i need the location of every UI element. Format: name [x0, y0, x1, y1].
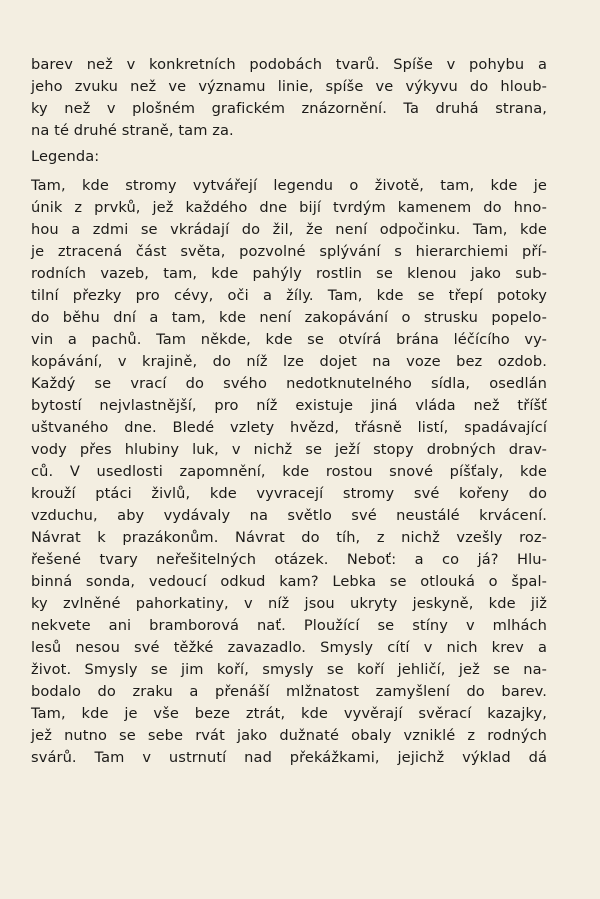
text-line: vody přes hlubiny luk, v nichž se ježí stopy drobných drav- [31, 441, 547, 458]
text-line: Návrat k prazákonům. Návrat do tíh, z nichž vzešly roz- [31, 529, 547, 546]
text-line: lesů nesou své těžké zavazadlo. Smysly cítí v nich krev a [31, 639, 547, 656]
intro-paragraph [31, 54, 547, 142]
text-line: vin a pachů. Tam někde, kde se otvírá brána léčícího vy- [31, 331, 547, 348]
text-line: hou a zdmi se vkrádají do žil, že není odpočinku. Tam, kde [31, 221, 547, 238]
text-line: barev než v konkretních podobách tvarů. Spíše v pohybu a [31, 56, 547, 73]
text-line: ců. V usedlosti zapomnění, kde rostou snové píšťaly, kde [31, 463, 547, 480]
text-line: jeho zvuku než ve významu linie, spíše ve výkyvu do hloub- [31, 78, 547, 95]
text-line: Tam, kde stromy vytvářejí legendu o životě, tam, kde je [31, 177, 547, 194]
text-line: Každý se vrací do svého nedotknutelného sídla, osedlán [31, 375, 547, 392]
text-line: tilní přezky pro cévy, oči a žíly. Tam, kde se třepí potoky [31, 287, 547, 304]
text-line: do běhu dní a tam, kde není zakopávání o strusku popelo- [31, 309, 547, 326]
text-line: jež nutno se sebe rvát jako dužnaté obaly vzniklé z rodných [31, 727, 547, 744]
text-line: bodalo do zraku a přenáší mlžnatost zamyšlení do barev. [31, 683, 547, 700]
text-line: kopávání, v krajině, do níž lze dojet na voze bez ozdob. [31, 353, 547, 370]
text-line: život. Smysly se jim koří, smysly se koří jehličí, jež se na- [31, 661, 547, 678]
text-line: rodních vazeb, tam, kde pahýly rostlin se klenou jako sub- [31, 265, 547, 282]
legend-heading [31, 146, 547, 168]
text-line: binná sonda, vedoucí odkud kam? Lebka se otlouká o špal- [31, 573, 547, 590]
text-line: ky zvlněné pahorkatiny, v níž jsou ukryty jeskyně, kde již [31, 595, 547, 612]
text-line: krouží ptáci živlů, kde vyvracejí stromy své kořeny do [31, 485, 547, 502]
text-line: na té druhé straně, tam za. [31, 122, 234, 139]
text-line: uštvaného dne. Bledé vzlety hvězd, třásně listí, spadávající [31, 419, 547, 436]
text-line: Tam, kde je vše beze ztrát, kde vyvěrají svěrací kazajky, [31, 705, 547, 722]
text-line: vzduchu, aby vydávaly na světlo své neustálé krvácení. [31, 507, 547, 524]
text-line: řešené tvary neřešitelných otázek. Neboť: a co já? Hlu- [31, 551, 547, 568]
text-line: svárů. Tam v ustrnutí nad překážkami, jejichž výklad dá [31, 749, 547, 766]
text-line: únik z prvků, jež každého dne bijí tvrdým kamenem do hno- [31, 199, 547, 216]
text-line: nekvete ani bramborová nať. Ploužící se stíny v mlhách [31, 617, 547, 634]
text-line: je ztracená část světa, pozvolné splývání s hierarchiemi pří- [31, 243, 547, 260]
body-paragraph [31, 175, 547, 769]
legend-heading-text: Legenda: [31, 148, 100, 165]
text-line: bytostí nejvlastnější, pro níž existuje jiná vláda než tříšť [31, 397, 547, 414]
text-line: ky než v plošném grafickém znázornění. Ta druhá strana, [31, 100, 547, 117]
